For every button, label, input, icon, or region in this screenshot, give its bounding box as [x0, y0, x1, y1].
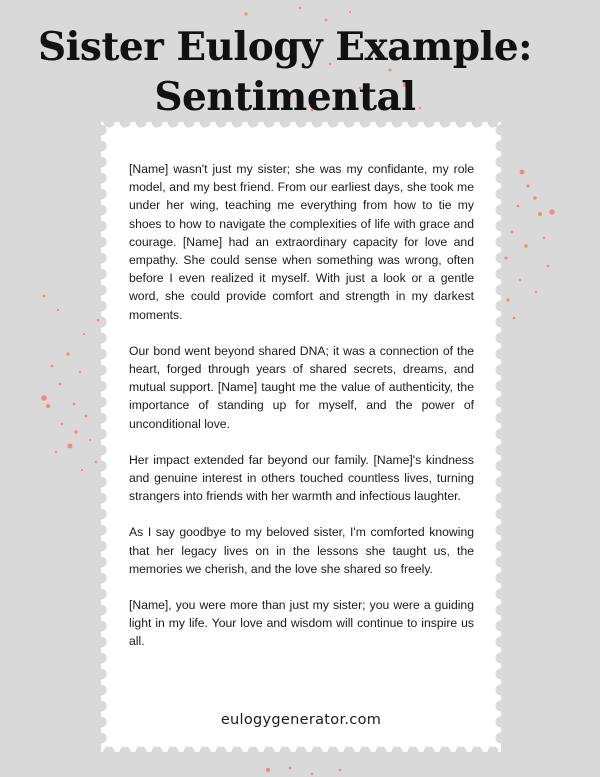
paragraph: [Name], you were more than just my sister; you were a guiding light in my life. Your love and wisdom will continue to inspire us all. [129, 598, 474, 649]
eulogy-body [129, 160, 474, 669]
footer-website: eulogygenerator.com [220, 712, 382, 728]
paragraph: Her impact extended far beyond our family. [Name]'s kindness and genuine interest in others touched countless lives, turning strangers into friends with her warmth and infectious laughter. [129, 452, 474, 504]
paragraph: As I say goodbye to my beloved sister, I'm comforted knowing that her legacy lives on in the lessons she taught us, the memories we cherish, and the love she shared so freely. [129, 525, 474, 576]
title-line-2: Sentimental [154, 74, 416, 120]
paragraph: Our bond went beyond shared DNA; it was a connection of the heart, forged through years of shared secrets, dreams, and mutual support. [Name] taught me the value of authenticity, the importance of standing up for myself, and the power of unconditional love. [129, 343, 474, 431]
paragraph: [Name] wasn't just my sister; she was my confidante, my role model, and my best friend. From our earliest days, she took me under her wing, teaching me everything from how to tie my shoes to how to navigate the complexities of life with grace and courage. [Name] had an extraordinary capacity for love and empathy. She could sense when something was wrong, often before I even realized it myself. With just a look or a gentle word, she could provide comfort and strength in my darkest moments. [129, 162, 474, 322]
page-title [0, 22, 570, 122]
title-line-1: Sister Eulogy Example: [37, 24, 533, 70]
